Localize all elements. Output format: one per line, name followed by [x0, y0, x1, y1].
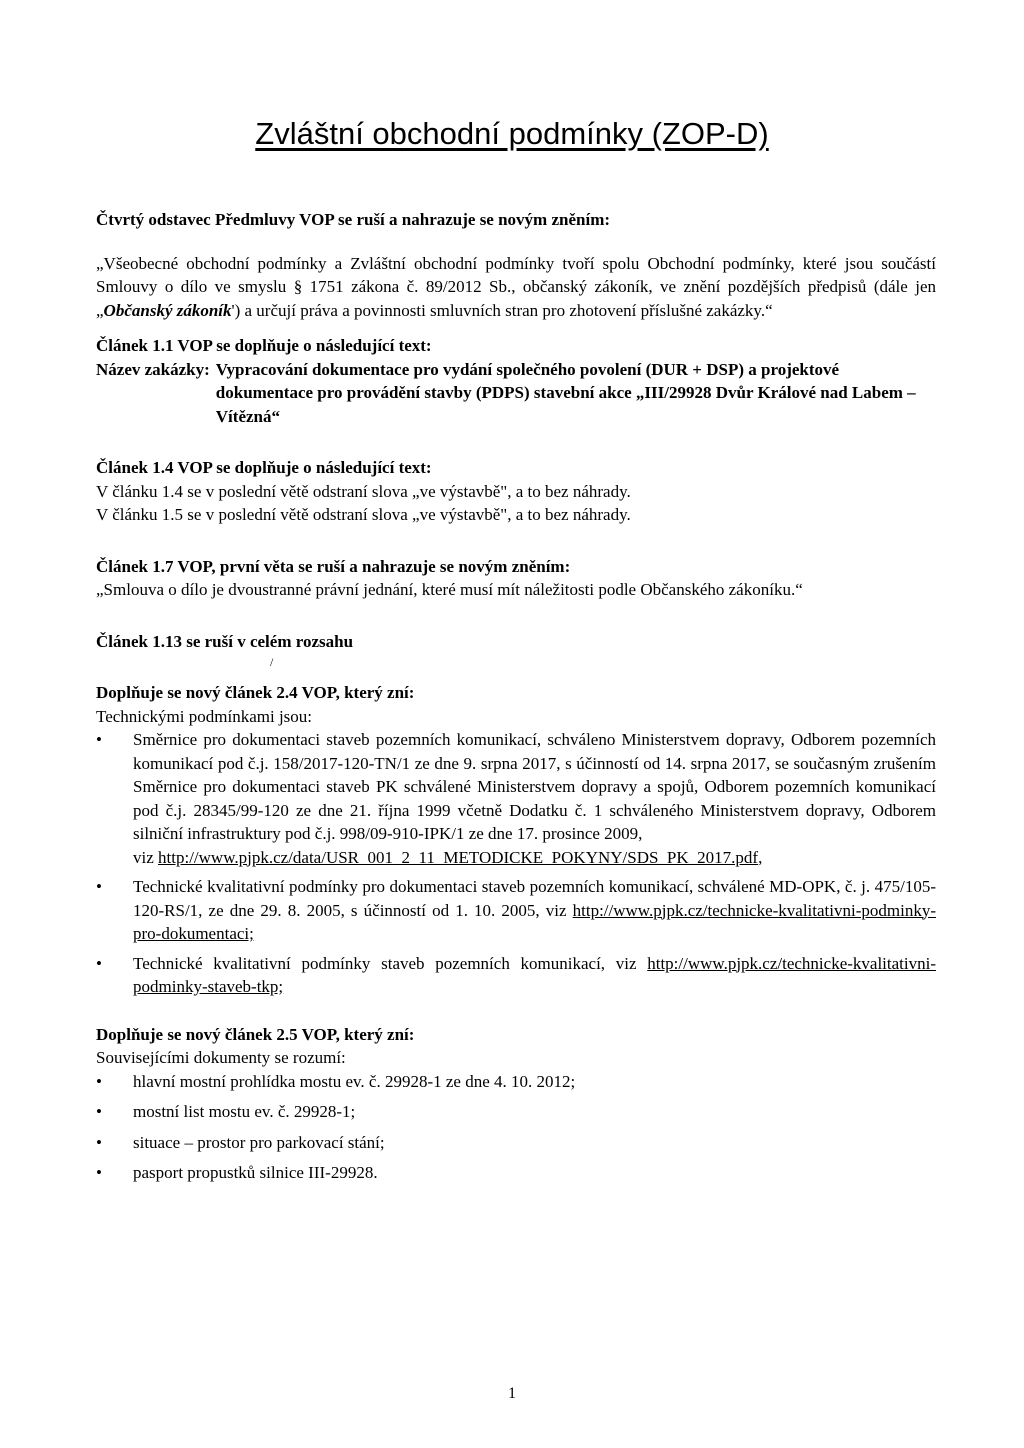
bullet-icon: • — [96, 1132, 102, 1152]
section-heading-1-13: Článek 1.13 se ruší v celém rozsahu — [96, 631, 354, 651]
preamble-emphasis: Občanský zákoník — [103, 300, 232, 320]
section-heading-1-7: Článek 1.7 VOP, první věta se ruší a nahrazuje se novým zněním: — [96, 556, 571, 576]
tkp-documentation-link[interactable]: http://www.pjpk.cz/technicke-kvalitativni-podminky-pro-dokumentaci; — [133, 900, 936, 943]
item-text: Technické kvalitativní podmínky staveb pozemních komunikací, viz — [133, 953, 648, 973]
document-body — [96, 208, 936, 1192]
bullet-icon: • — [96, 1102, 102, 1121]
section-heading-preamble: Čtvrtý odstavec Předmluvy VOP se ruší a nahrazuje se novým zněním: — [96, 210, 611, 229]
bullet-icon: • — [96, 877, 102, 896]
item-text: mostní list mostu ev. č. 29928-1; — [133, 1102, 356, 1121]
article-1-7-paragraph: „Smlouva o dílo je dvoustranné právní jednání, které musí mít náležitosti podle Občanského zákoníku.“ — [96, 580, 803, 599]
list-item — [96, 952, 936, 999]
list-item — [96, 1070, 936, 1094]
stray-mark: / — [270, 655, 274, 669]
related-documents-intro: Souvisejícími dokumenty se rozumí: — [96, 1048, 346, 1067]
technical-conditions-list — [96, 728, 936, 999]
sds-pk-link[interactable]: http://www.pjpk.cz/data/USR_001_2_11_METODICKE_POKYNY/SDS_PK_2017.pdf — [158, 847, 759, 867]
bullet-icon: • — [96, 1071, 102, 1091]
list-item — [96, 1100, 936, 1124]
list-item — [96, 1161, 936, 1185]
section-heading-1-4: Článek 1.4 VOP se doplňuje o následující text: — [96, 458, 432, 477]
item-link-prefix: viz — [133, 847, 159, 867]
list-item — [96, 1131, 936, 1155]
item-text: situace – prostor pro parkovací stání; — [133, 1132, 385, 1152]
item-text: Směrnice pro dokumentaci staveb pozemních komunikací, schváleno Ministerstvem dopravy, Odborem pozemních komunikací pod č.j. 158/2017-120-TN/1 ze dne 9. srpna 2017, s účinností od 14. srpna 2017, se současným zrušením Směrnice pro dokumentaci staveb PK schválené Ministerstvem dopravy a spojů, Odborem pozemních komunikací pod č.j. 28345/99-120 ze dne 21. října 1999 včetně Dodatku č. 1 schváleného Ministerstvem dopravy, Odborem silniční infrastruktury pod č.j. 998/09-910-IPK/1 ze dne 17. prosince 2009, — [133, 730, 936, 843]
contract-name-row — [96, 358, 936, 429]
contract-name-value: Vypracování dokumentace pro vydání společného povolení (DUR + DSP) a projektové dokumentace pro provádění stavby (PDPS) stavební akce „III/29928 Dvůr Králové nad Labem – Vítězná“ — [215, 359, 916, 426]
page-number: 1 — [508, 1385, 516, 1402]
item-text: hlavní mostní prohlídka mostu ev. č. 29928-1 ze dne 4. 10. 2012; — [133, 1071, 576, 1091]
preamble-text-b: ') a určují práva a povinnosti smluvních stran pro zhotovení příslušné zakázky.“ — [231, 300, 773, 320]
section-heading-2-4: Doplňuje se nový článek 2.4 VOP, který zní: — [96, 683, 415, 702]
list-item — [96, 875, 936, 946]
article-1-4-line: V článku 1.4 se v poslední větě odstraní slova „ve výstavbě", a to bez náhrady. — [96, 481, 631, 501]
bullet-icon: • — [96, 730, 102, 749]
section-heading-1-1: Článek 1.1 VOP se doplňuje o následující text: — [96, 336, 432, 355]
document-title: Zvláštní obchodní podmínky (ZOP-D) — [255, 116, 769, 151]
list-item — [96, 728, 936, 869]
technical-conditions-intro: Technickými podmínkami jsou: — [96, 706, 313, 726]
tkp-construction-link[interactable]: http://www.pjpk.cz/technicke-kvalitativni-podminky-staveb-tkp; — [133, 953, 936, 996]
bullet-icon: • — [96, 953, 102, 973]
related-documents-list — [96, 1070, 936, 1185]
article-1-5-line: V článku 1.5 se v poslední větě odstraní slova „ve výstavbě", a to bez náhrady. — [96, 505, 631, 524]
item-link-suffix: , — [758, 847, 763, 867]
section-heading-2-5: Doplňuje se nový článek 2.5 VOP, který zní: — [96, 1024, 415, 1044]
item-text: pasport propustků silnice III-29928. — [133, 1163, 378, 1182]
bullet-icon: • — [96, 1163, 102, 1182]
preamble-text-a: „Všeobecné obchodní podmínky a Zvláštní obchodní podmínky tvoří spolu Obchodní podmínky, které jsou součástí Smlouvy o dílo ve smyslu § 1751 zákona č. 89/2012 Sb., občanský zákoník, ve znění pozdějších předpisů (dále jen „ — [96, 253, 936, 320]
preamble-paragraph — [96, 252, 936, 323]
item-text: Technické kvalitativní podmínky pro dokumentaci staveb pozemních komunikací, schválené MD-OPK, č. j. 475/105-120-RS/1, ze dne 29. 8. 2005, s účinností od 1. 10. 2005, viz — [133, 877, 936, 920]
contract-name-label: Název zakázky: — [96, 359, 210, 379]
